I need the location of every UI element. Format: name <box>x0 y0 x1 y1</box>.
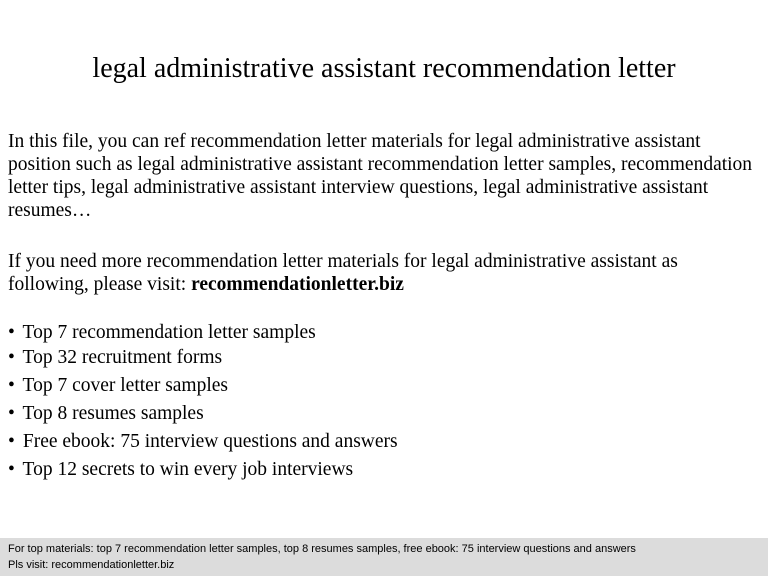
list-item-label: Top 7 recommendation letter samples <box>22 322 316 343</box>
page-title: legal administrative assistant recommendation letter <box>92 53 676 84</box>
footer-line-visit: Pls visit: recommendationletter.biz <box>8 559 175 571</box>
visit-paragraph <box>8 250 760 296</box>
footer-line-materials: For top materials: top 7 recommendation letter samples, top 8 resumes samples, free ebook: 75 interview questions and answers <box>8 543 636 555</box>
bullet-icon: • <box>8 322 15 343</box>
bullet-icon: • <box>8 403 15 424</box>
bullet-icon: • <box>8 347 15 368</box>
list-item <box>8 458 760 486</box>
list-item <box>8 346 760 374</box>
list-item-label: Free ebook: 75 interview questions and answers <box>22 431 398 452</box>
resource-list <box>8 321 760 486</box>
bullet-icon: • <box>8 431 15 452</box>
bullet-icon: • <box>8 375 15 396</box>
bullet-icon: • <box>8 459 15 480</box>
list-item <box>8 430 760 458</box>
footer-banner <box>0 538 768 576</box>
list-item-label: Top 7 cover letter samples <box>22 375 229 396</box>
intro-paragraph: In this file, you can ref recommendation letter materials for legal administrative assistant position such as legal administrative assistant recommendation letter samples, recommendation letter tips, legal administrative assistant interview questions, legal administrative assistant resumes… <box>8 131 753 221</box>
list-item-label: Top 8 resumes samples <box>22 403 204 424</box>
site-link[interactable]: recommendationletter.biz <box>191 274 404 295</box>
list-item <box>8 374 760 402</box>
list-item-label: Top 12 secrets to win every job interviews <box>22 459 354 480</box>
visit-text: If you need more recommendation letter materials for legal administrative assistant as following, please visit: <box>8 251 678 295</box>
list-item <box>8 321 760 346</box>
list-item-label: Top 32 recruitment forms <box>22 347 223 368</box>
list-item <box>8 402 760 430</box>
